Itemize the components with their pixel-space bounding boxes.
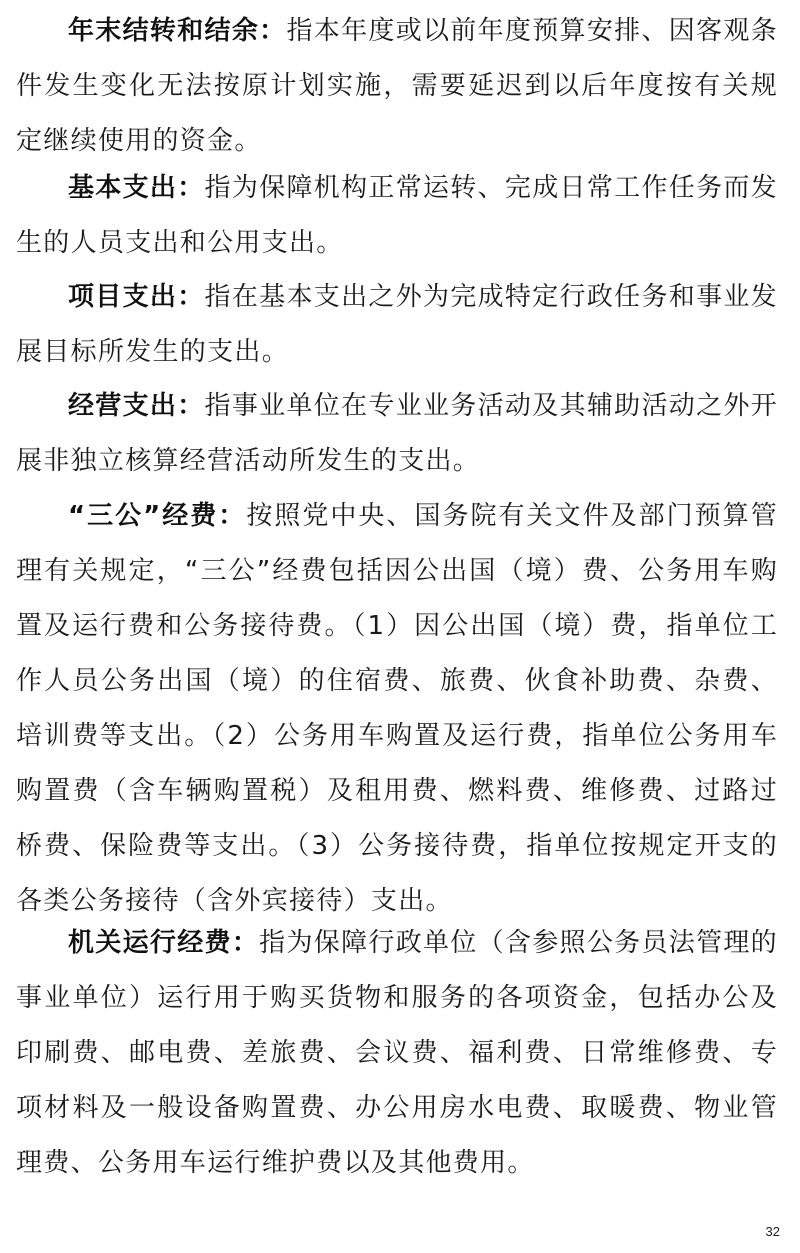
term-separator: ： (259, 16, 287, 46)
definition-text: 按照党中央、国务院有关文件及部门预算管理有关规定，“三公”经费包括因公出国（境）费、公务用车购置及运行费和公务接待费。（1）因公出国（境）费，指单位工作人员公务出国（境）的住宿费、旅费、伙食补助费、杂费、培训费等支出。（2）公务用车购置及运行费，指单位公务用车购置费（含车辆购置税）及租用费、燃料费、维修费、过路过桥费、保险费等支出。（3）公务接待费，指单位按规定开支的各类公务接待（含外宾接待）支出。 (16, 501, 778, 916)
term-separator: ： (177, 173, 205, 203)
term-heading: 项目支出 (68, 282, 178, 312)
term-heading: 机关运行经费 (68, 928, 232, 958)
term-separator: ： (177, 391, 205, 421)
paragraph-project-expenditure (16, 270, 778, 380)
term-heading: 年末结转和结余 (68, 16, 260, 46)
paragraph-agency-operating-funds (16, 916, 778, 1191)
paragraph-three-public-expenses (16, 489, 778, 929)
paragraph-year-end-carryover (16, 4, 778, 169)
definition-text: 指为保障行政单位（含参照公务员法管理的事业单位）运行用于购买货物和服务的各项资金，包括办公及印刷费、邮电费、差旅费、会议费、福利费、日常维修费、专项材料及一般设备购置费、办公用房水电费、取暖费、物业管理费、公务用车运行维护费以及其他费用。 (16, 928, 778, 1178)
definition-text: 指为保障机构正常运转、完成日常工作任务而发生的人员支出和公用支出。 (16, 173, 778, 258)
paragraph-operating-expenditure (16, 379, 778, 489)
paragraph-basic-expenditure (16, 161, 778, 271)
page-number: 32 (765, 1224, 780, 1239)
term-separator: ： (231, 928, 260, 958)
term-heading: 经营支出 (68, 391, 178, 421)
definition-text: 指在基本支出之外为完成特定行政任务和事业发展目标所发生的支出。 (16, 282, 778, 367)
term-separator: ： (177, 282, 205, 312)
term-heading: 基本支出 (68, 173, 178, 203)
term-heading: “三公”经费 (68, 501, 219, 531)
term-separator: ： (218, 501, 247, 531)
definition-text: 指本年度或以前年度预算安排、因客观条件发生变化无法按原计划实施，需要延迟到以后年度按有关规定继续使用的资金。 (16, 16, 778, 156)
definition-text: 指事业单位在专业业务活动及其辅助活动之外开展非独立核算经营活动所发生的支出。 (16, 391, 778, 476)
